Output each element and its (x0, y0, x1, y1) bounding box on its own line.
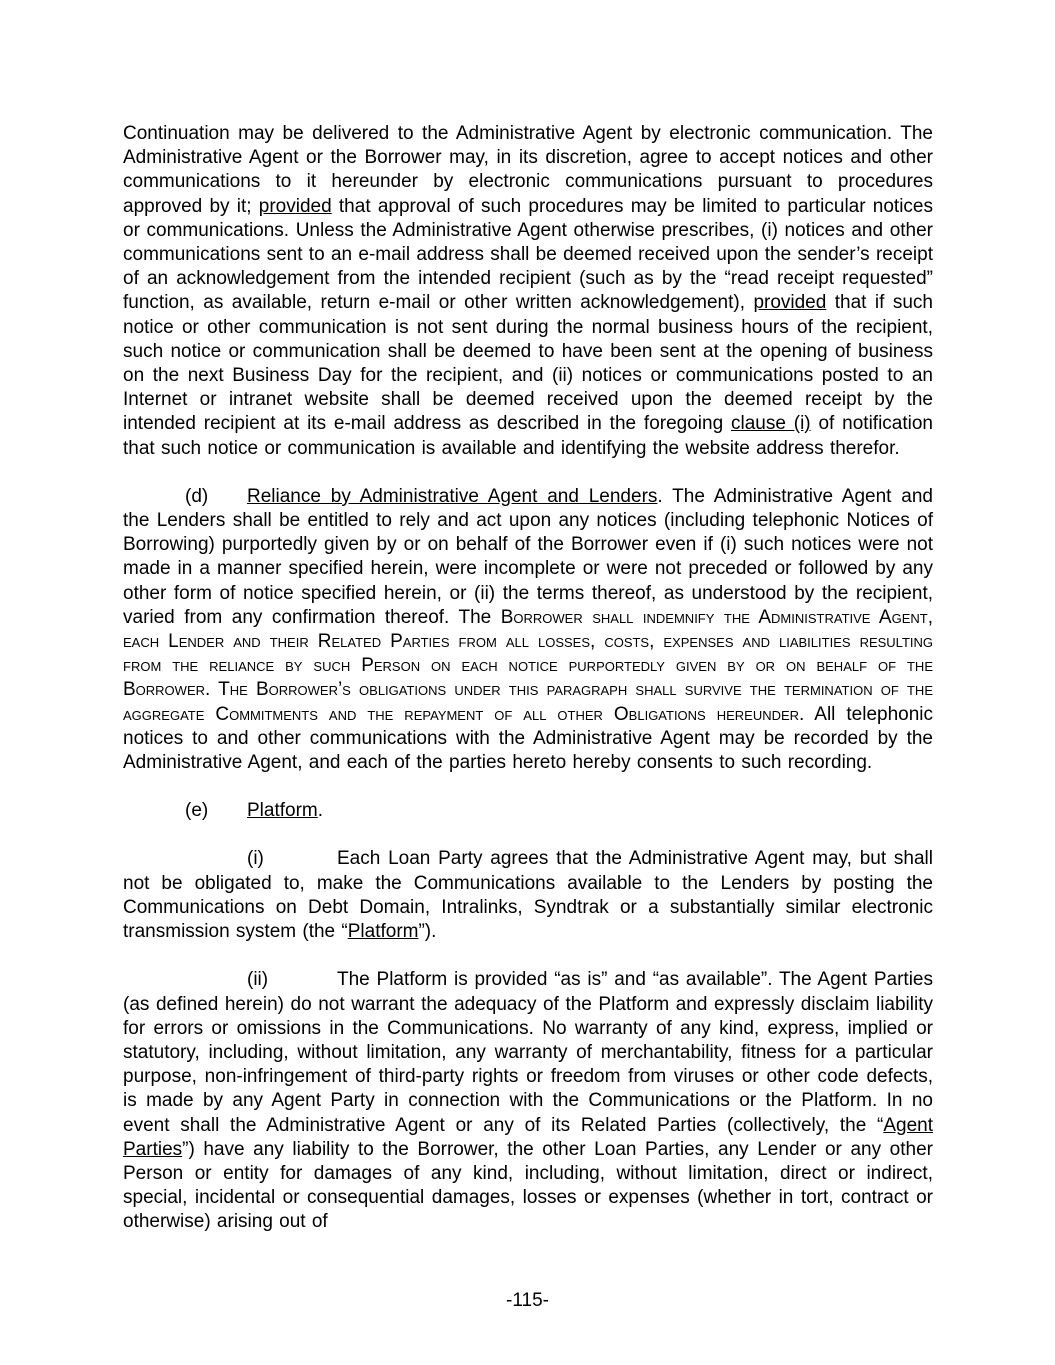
paragraph-ii-platform-as-is (123, 968, 933, 1234)
text-run: that approval of such procedures may be limited to particular notices or communications. Unless the Administrative Agent otherwise prescribes, (i) notices and other communications sent to an e-mail address shall be deemed received upon the sender’s receipt of an acknowledgement from the intended recipient (such as by the “read receipt requested” function, as available, return e-mail or other written acknowledgement), (123, 195, 933, 314)
defined-term-agent-parties: Agent Parties (123, 1114, 933, 1160)
text-run: Continuation may be delivered to the Administrative Agent by electronic communication. The Administrative Agent or the Borrower may, in its discretion, agree to accept notices and other communications to it hereunder by electronic communications pursuant to procedures approved by it; (123, 123, 933, 217)
clause-heading-platform: Platform (247, 800, 318, 822)
defined-term-platform: Platform (347, 921, 419, 943)
underlined-term-provided: provided (753, 292, 827, 314)
text-run: . The Administrative Agent and the Lenders shall be entitled to rely and act upon any notices (including telephonic Notices of Borrowing) purportedly given by or on behalf of the Borrower even if (i) such notices were not made in a manner specified herein, were incomplete or were not preceded or followed by any other form of notice specified herein, or (ii) the terms thereof, as understood by the recipient, varied from any confirmation thereof. The (123, 485, 933, 628)
paragraph-e-platform-heading (123, 799, 933, 823)
underlined-term-provided: provided (258, 195, 332, 217)
text-run: that if such notice or other communication is not sent during the normal business hours of the recipient, such notice or communication shall be deemed to have been sent at the opening of business on the next Business Day for the recipient, and (ii) notices or communications posted to an Internet or intranet website shall be deemed received upon the deemed receipt by the intended recipient at its e-mail address as described in the foregoing (123, 292, 933, 435)
small-caps-indemnity-run: Borrower shall indemnify the Administrative Agent, each Lender and their Related Parties from all losses, costs, expenses and liabilities resulting from the reliance by such Person on each notice purportedly given by or on behalf of the Borrower. The Borrower’s obligations under this paragraph shall survive the termination of the aggregate Commitments and the repayment of all other Obligations hereunder. (123, 606, 933, 725)
clause-label-e: (e) (185, 800, 209, 822)
clause-label-ii: (ii) (247, 969, 269, 991)
clause-label-d: (d) (185, 485, 209, 507)
clause-label-i: (i) (247, 848, 264, 870)
underlined-cross-reference-clause-i: clause (i) (731, 413, 811, 435)
text-run: Each Loan Party agrees that the Administrative Agent may, but shall not be obligated to, make the Communications available to the Lenders by posting the Communications on Debt Domain, Intralinks, Syndtrak or a substantially similar electronic transmission system (the “ (123, 848, 933, 943)
clause-heading-reliance: Reliance by Administrative Agent and Lenders (247, 485, 658, 507)
text-run: . (317, 800, 324, 822)
paragraph-electronic-communication (123, 122, 933, 461)
text-run: ”) have any liability to the Borrower, the other Loan Parties, any Lender or any other Person or entity for damages of any kind, including, without limitation, direct or indirect, special, incidental or consequential damages, losses or expenses (whether in tort, contract or otherwise) arising out of (123, 1138, 933, 1233)
text-run: ”). (418, 921, 437, 943)
text-run: All telephonic notices to and other communications with the Administrative Agent may be recorded by the Administrative Agent, and each of the parties hereto hereby consents to such recording. (123, 703, 933, 774)
paragraph-i-communications-posting (123, 847, 933, 944)
text-run: The Platform is provided “as is” and “as available”. The Agent Parties (as defined herein) do not warrant the adequacy of the Platform and expressly disclaim liability for errors or omissions in the Communications. No warranty of any kind, express, implied or statutory, including, without limitation, any warranty of merchantability, fitness for a particular purpose, non-infringement of third-party rights or freedom from viruses or other code defects, is made by any Agent Party in connection with the Communications or the Platform. In no event shall the Administrative Agent or any of its Related Parties (collectively, the “ (123, 969, 933, 1136)
page-number: -115- (506, 1290, 549, 1311)
text-run: of notification that such notice or communication is available and identifying the website address therefor. (123, 413, 933, 459)
paragraph-d-reliance (123, 485, 933, 775)
